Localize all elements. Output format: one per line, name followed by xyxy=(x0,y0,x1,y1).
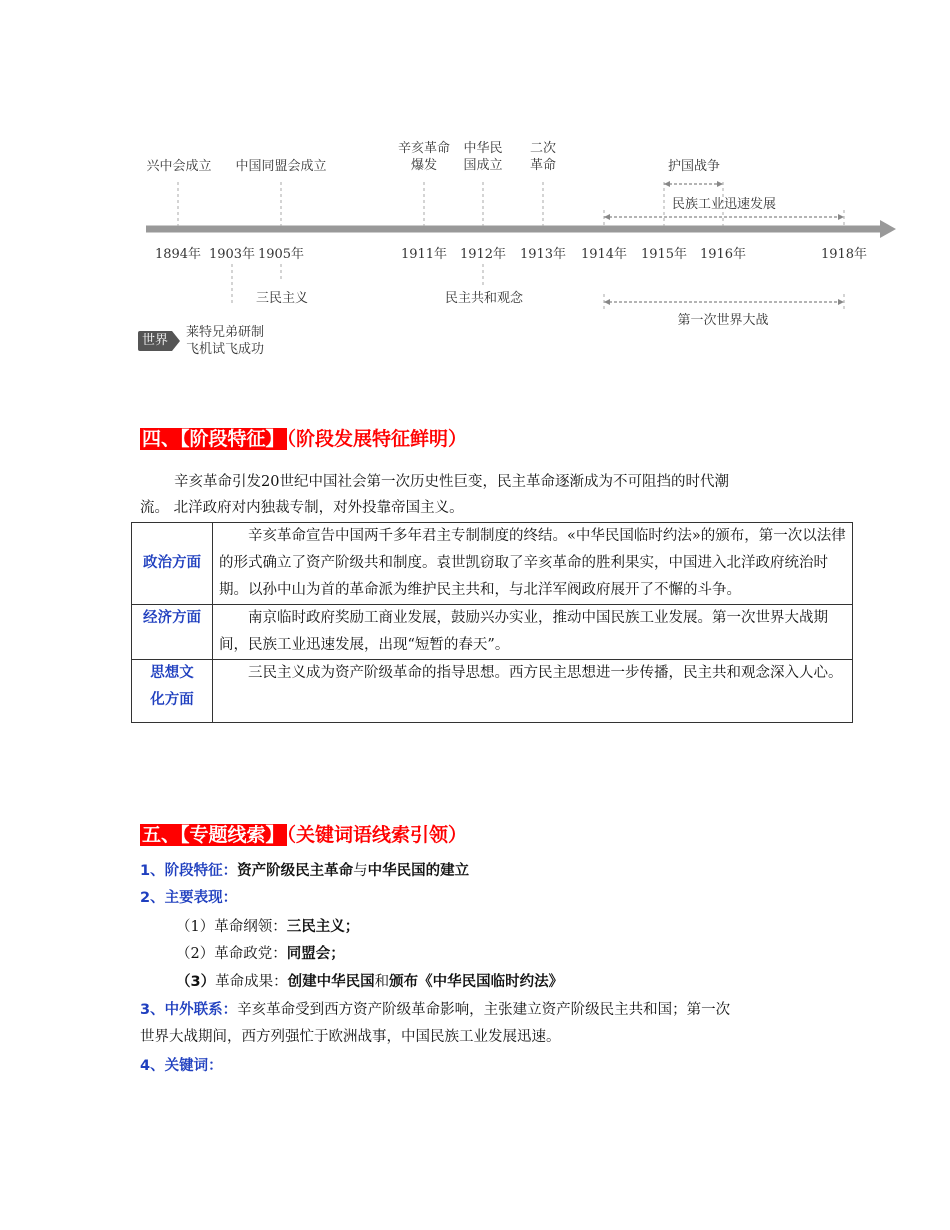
section5-heading-box: 五、【专题线索】 xyxy=(142,824,285,846)
section4-intro-line1: 辛亥革命引发20世纪中国社会第一次历史性巨变，民主革命逐渐成为不可阻挡的时代潮 xyxy=(174,474,729,490)
table-row xyxy=(132,523,853,605)
features-table xyxy=(131,522,853,723)
event-three-principles: 三民主义 xyxy=(255,291,308,306)
row-key-politics: 政治方面 xyxy=(132,523,213,605)
row-value-culture: 三民主义成为资产阶级革命的指导思想。西方民主思想进一步传播，民主共和观念深入人心。 xyxy=(213,660,853,723)
year-label: 1894年 xyxy=(154,247,202,262)
event-roc-founded: 中华民 国成立 xyxy=(463,141,503,173)
section4-heading xyxy=(140,426,467,452)
clue-text: 与 xyxy=(353,863,368,879)
clue-value: 三民主义； xyxy=(286,919,360,935)
timeline-arrow xyxy=(880,220,896,238)
event-xingzhonghui: 兴中会成立 xyxy=(146,159,212,174)
clue-number: 3、中外联系： xyxy=(140,1002,238,1018)
clue-text: 和 xyxy=(374,974,390,990)
event-republican-idea: 民主共和观念 xyxy=(444,291,523,306)
year-label: 1913年 xyxy=(519,247,567,262)
clue-label: （3） xyxy=(176,974,216,990)
clue-sub-1 xyxy=(176,915,359,939)
year-label: 1918年 xyxy=(820,247,868,262)
clue-value: 颁布《中华民国临时约法》 xyxy=(389,974,564,990)
year-label: 1905年 xyxy=(257,247,305,262)
clue-number: 1、阶段特征： xyxy=(140,863,238,879)
event-tongmenghui: 中国同盟会成立 xyxy=(235,159,327,174)
row-value-economy: 南京临时政府奖励工商业发展，鼓励兴办实业，推动中国民族工业发展。第一次世界大战期间，民族工业迅速发展，出现“短暂的春天”。 xyxy=(213,605,853,660)
row-key-culture: 思想文 化方面 xyxy=(132,660,213,723)
section4-intro-line2: 流。 北洋政府对内独裁专制，对外投靠帝国主义。 xyxy=(140,500,464,516)
clue-number: 2、主要表现： xyxy=(140,890,238,906)
clue-line-3 xyxy=(140,998,730,1022)
clue-label: 革命成果： xyxy=(215,974,288,990)
clue-line-2 xyxy=(140,886,237,910)
clue-label: （1）革命纲领： xyxy=(176,919,287,935)
section5-heading-subtitle: （关键词语线索引领） xyxy=(286,824,468,846)
event-huguo-war: 护国战争 xyxy=(667,159,720,174)
clue-line-3-cont: 世界大战期间，西方列强忙于欧洲战事，中国民族工业发展迅速。 xyxy=(140,1029,561,1045)
year-label: 1903年 xyxy=(208,247,256,262)
clue-sub-2 xyxy=(176,942,345,966)
row-value-politics: 辛亥革命宣告中国两千多年君主专制制度的终结。«中华民国临时约法»的颁布，第一次以法律的形式确立了资产阶级共和制度。袁世凯窃取了辛亥革命的胜利果实，中国进入北洋政府统治时期。以孙中山为首的革命派为维护民主共和，与北洋军阀政府展开了不懈的斗争。 xyxy=(213,523,853,605)
clue-sub-3 xyxy=(176,970,563,994)
year-label: 1916年 xyxy=(699,247,747,262)
clue-value: 同盟会； xyxy=(286,946,345,962)
table-row xyxy=(132,660,853,723)
event-industry-growth: 民族工业迅速发展 xyxy=(671,197,776,212)
clue-text: 辛亥革命受到西方资产阶级革命影响，主张建立资产阶级民主共和国；第一次 xyxy=(237,1002,731,1018)
clue-number: 4、关键词： xyxy=(140,1058,223,1074)
year-label: 1915年 xyxy=(640,247,688,262)
clue-line-1 xyxy=(140,859,469,883)
event-second-revolution: 二次 革命 xyxy=(529,141,556,173)
world-event-wright-brothers: 莱特兄弟研制 飞机试飞成功 xyxy=(186,325,265,357)
clue-text: 中华民国的建立 xyxy=(367,863,470,879)
section5-heading xyxy=(140,822,467,848)
event-xinhai: 辛亥革命 爆发 xyxy=(397,141,450,173)
row-key-economy: 经济方面 xyxy=(132,605,213,660)
year-label: 1911年 xyxy=(400,247,448,262)
event-ww1: 第一次世界大战 xyxy=(677,313,769,328)
clue-line-4 xyxy=(140,1054,223,1078)
timeline-graphic xyxy=(0,0,950,380)
year-label: 1912年 xyxy=(459,247,507,262)
world-tag: 世界 xyxy=(138,331,172,351)
clue-value: 创建中华民国 xyxy=(287,974,375,990)
clue-text: 资产阶级民主革命 xyxy=(237,863,354,879)
table-row xyxy=(132,605,853,660)
section4-heading-subtitle: （阶段发展特征鲜明） xyxy=(286,428,468,450)
clue-label: （2）革命政党： xyxy=(176,946,287,962)
year-label: 1914年 xyxy=(580,247,628,262)
section4-heading-box: 四、【阶段特征】 xyxy=(142,428,285,450)
